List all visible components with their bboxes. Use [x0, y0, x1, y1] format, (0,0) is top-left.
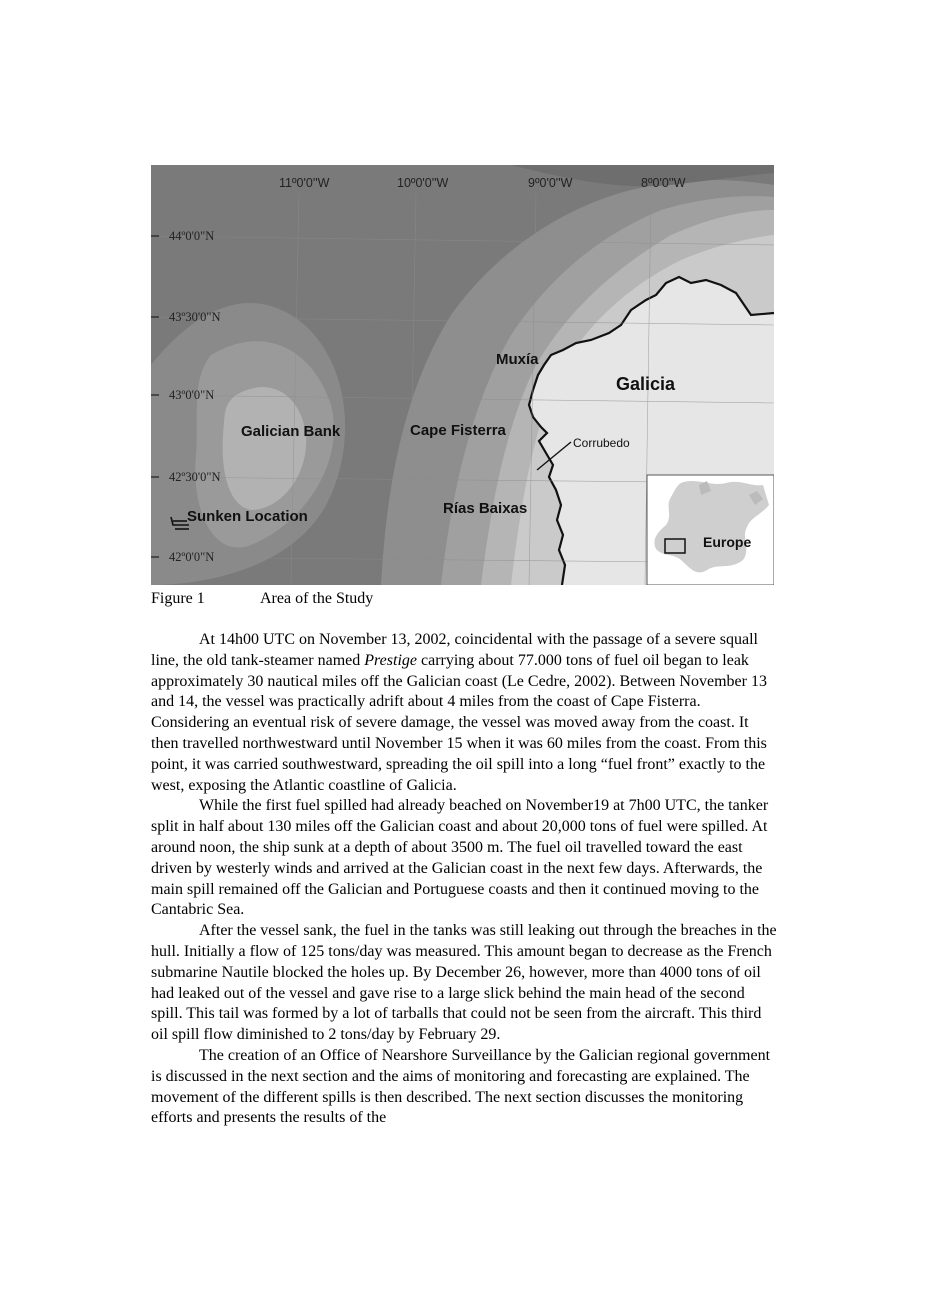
paragraph-2: While the first fuel spilled had already beached on November19 at 7h00 UTC, the tanker split in half about 130 miles off the Galician coast and about 20,000 tons of fuel were spilled. At around noon, the ship sunk at a depth of about 3500 m. The fuel oil travelled toward the east driven by westerly winds and arrived at the Galician coast in the next few days. Afterwards, the main spill remained off the Galician and Portuguese coasts and then it continued moving to the Cantabric Sea.: [151, 797, 769, 919]
place-muxia: Muxía: [496, 351, 539, 368]
lat-label-44n: 44º0'0"N: [169, 229, 215, 243]
place-galician-bank: Galician Bank: [241, 423, 341, 440]
europe-inset-map: [647, 475, 774, 585]
place-rias-baixas: Rías Baixas: [443, 500, 528, 517]
lat-label-4230n: 42º30'0"N: [169, 470, 221, 484]
place-galicia: Galicia: [616, 374, 676, 394]
lat-label-43n: 43º0'0"N: [169, 388, 215, 402]
ship-name: Prestige: [364, 651, 417, 669]
lon-label-9w: 9º0'0''W: [528, 176, 573, 190]
article-body: [151, 630, 777, 1129]
paragraph-3: After the vessel sank, the fuel in the tanks was still leaking out through the breaches in the hull. Initially a flow of 125 tons/day was measured. This amount began to decrease as the French submarine Nautile blocked the holes up. By December 26, however, more than 4000 tons of oil had leaked out of the vessel and gave rise to a large slick behind the main head of the second spill. This tail was formed by a lot of tarballs that could not be seen from the aircraft. This third oil spill flow diminished to 2 tons/day by February 29.: [151, 922, 777, 1044]
lat-label-42n: 42º0'0"N: [169, 550, 215, 564]
place-europe: Europe: [703, 534, 752, 550]
lon-label-11w: 11º0'0''W: [279, 176, 330, 190]
lon-label-8w: 8º0'0''W: [641, 176, 686, 190]
lon-label-10w: 10º0'0''W: [397, 176, 449, 190]
study-area-map: [151, 165, 774, 585]
place-sunken-location: Sunken Location: [187, 508, 308, 525]
figure-caption: [151, 589, 373, 609]
paragraph-4: The creation of an Office of Nearshore Surveillance by the Galician regional government is discussed in the next section and the aims of monitoring and forecasting are explained. The movement of the different spills is then described. The next section discusses the monitoring efforts and presents the results of the: [151, 1046, 771, 1127]
paragraph-1: At 14h00 UTC on November 13, 2002, coincidental with the passage of a severe squall line, the old tank-steamer named Prestige carrying about 77.000 tons of fuel oil began to leak approximately 30 nautical miles off the Galician coast (Le Cedre, 2002). Between November 13 and 14, the vessel was practically adrift about 4 miles from the coast of Cape Fisterra. Considering an eventual risk of severe damage, the vessel was moved away from the coast. It then travelled northwestward until November 15 when it was 60 miles from the coast. From this point, it was carried southwestward, spreading the oil spill into a long “fuel front” exactly to the west, exposing the Atlantic coastline of Galicia.: [151, 631, 767, 794]
figure-number: Figure 1: [151, 590, 205, 607]
place-cape-fisterra: Cape Fisterra: [410, 422, 506, 439]
lat-label-4330n: 43º30'0"N: [169, 310, 221, 324]
figure-title: Area of the Study: [260, 590, 374, 607]
place-corrubedo: Corrubedo: [573, 436, 630, 450]
